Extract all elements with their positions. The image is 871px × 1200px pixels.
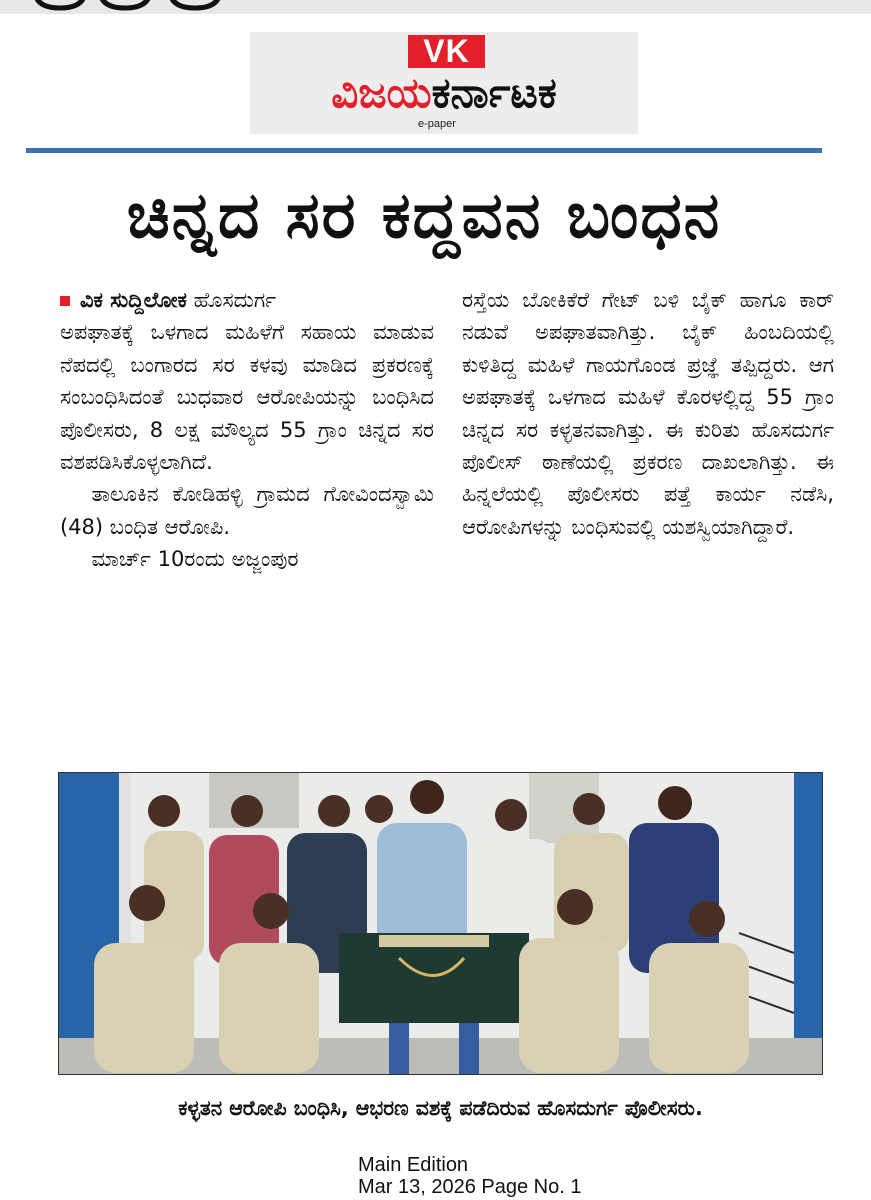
edition-footer <box>358 1154 581 1198</box>
photo-caption: ಕಳ್ಳತನ ಆರೋಪಿ ಬಂಧಿಸಿ, ಆಭರಣ ವಶಕ್ಕೆ ಪಡೆದಿರುವ ಹೊಸದುರ್ಗ ಪೊಲೀಸರು. <box>178 1096 703 1120</box>
paragraph-4: ರಸ್ತೆಯ ಬೋಕಿಕೆರೆ ಗೇಟ್ ಬಳಿ ಬೈಕ್ ಹಾಗೂ ಕಾರ್ ನಡುವೆ ಅಪಘಾತವಾಗಿತ್ತು. ಬೈಕ್ ಹಿಂಬದಿಯಲ್ಲಿ ಕುಳಿತಿದ್ದ ಮಹಿಳೆ ಗಾಯಗೊಂಡ ಪ್ರಜ್ಞೆ ತಪ್ಪಿದ್ದರು. ಆಗ ಅಪಘಾತಕ್ಕೆ ಒಳಗಾದ ಮಹಿಳೆ ಕೊರಳಲ್ಲಿದ್ದ 55 ಗ್ರಾಂ ಚಿನ್ನದ ಸರ ಕಳ್ಳತನವಾಗಿತ್ತು. ಈ ಕುರಿತು ಹೊಸದುರ್ಗ ಪೊಲೀಸ್ ಠಾಣೆಯಲ್ಲಿ ಪ್ರಕರಣ ದಾಖಲಾಗಿತ್ತು. ಈ ಹಿನ್ನಲೆಯಲ್ಲಿ ಪೊಲೀಸರು ಪತ್ತೆ ಕಾರ್ಯ ನಡೆಸಿ, ಆರೋಪಿಗಳನ್ನು ಬಂಧಿಸುವಲ್ಲಿ ಯಶಸ್ವಿಯಾಗಿದ್ದಾರೆ. <box>462 288 834 539</box>
article-column-right <box>462 284 834 543</box>
article-photo <box>58 772 823 1075</box>
brand-name-part2: ಕರ್ನಾಟಕ <box>431 68 557 117</box>
byline-source: ವಿಕ ಸುದ್ದಿಲೋಕ <box>80 288 187 312</box>
epaper-label: e-paper <box>418 118 456 130</box>
byline-place: ಹೊಸದುರ್ಗ <box>193 288 277 312</box>
byline-square-icon <box>60 296 70 306</box>
cropped-masthead-glyphs <box>30 0 240 12</box>
paragraph-1: ಅಪಘಾತಕ್ಕೆ ಒಳಗಾದ ಮಹಿಳೆಗೆ ಸಹಾಯ ಮಾಡುವ ನೆಪದಲ್ಲಿ ಬಂಗಾರದ ಸರ ಕಳವು ಮಾಡಿದ ಪ್ರಕರಣಕ್ಕೆ ಸಂಬಂಧಿಸಿದಂತೆ ಬುಧವಾರ ಆರೋಪಿಯನ್ನು ಬಂಧಿಸಿದ ಪೊಲೀಸರು, 8 ಲಕ್ಷ ಮೌಲ್ಯದ 55 ಗ್ರಾಂ ಚಿನ್ನದ ಸರ ವಶಪಡಿಸಿಕೊಳ್ಳಲಾಗಿದೆ. <box>60 320 434 475</box>
headline: ಚಿನ್ನದ ಸರ ಕದ್ದವನ ಬಂಧನ <box>126 179 722 253</box>
paragraph-2: ತಾಲೂಕಿನ ಕೋಡಿಹಳ್ಳಿ ಗ್ರಾಮದ ಗೋವಿಂದಸ್ವಾಮಿ (48) ಬಂಧಿತ ಆರೋಪಿ. <box>60 482 434 539</box>
byline <box>60 284 434 316</box>
top-strip <box>0 0 871 14</box>
brand-name-part1: ವಿಜಯ <box>331 68 432 117</box>
edition-name: Main Edition <box>358 1154 469 1176</box>
police-group-photo <box>59 773 823 1075</box>
paragraph-3: ಮಾರ್ಚ್ 10ರಂದು ಅಜ್ಜಂಪುರ <box>91 547 299 572</box>
edition-date-page: Mar 13, 2026 Page No. 1 <box>358 1176 582 1198</box>
brand-name <box>250 68 638 118</box>
masthead <box>250 32 638 134</box>
masthead-divider <box>26 148 822 153</box>
article-column-left <box>60 284 434 576</box>
vk-logo-badge: VK <box>408 35 485 68</box>
